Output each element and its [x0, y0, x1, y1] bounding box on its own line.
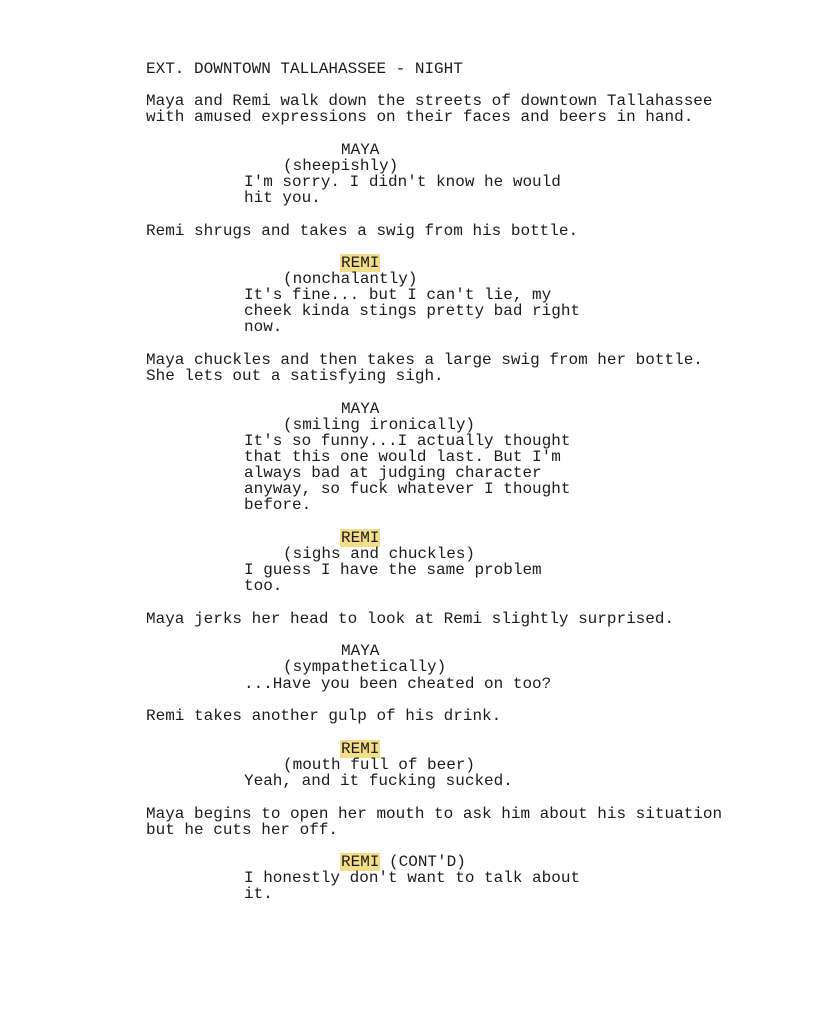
dialogue-line: I'm sorry. I didn't know he would: [244, 173, 561, 191]
dialogue-line: it.: [244, 885, 273, 903]
action-line: Maya and Remi walk down the streets of downtown Tallahassee: [146, 92, 713, 110]
parenthetical: (nonchalantly): [283, 270, 418, 288]
dialogue-line: It's fine... but I can't lie, my: [244, 286, 552, 304]
character-name: MAYA: [341, 141, 380, 159]
action-line: with amused expressions on their faces and beers in hand.: [146, 108, 694, 126]
highlight: REMI: [341, 853, 380, 871]
action-line: but he cuts her off.: [146, 821, 339, 839]
dialogue-line: that this one would last. But I'm: [244, 448, 561, 466]
scene-heading: EXT. DOWNTOWN TALLAHASSEE - NIGHT: [146, 60, 463, 78]
dialogue-line: ...Have you been cheated on too?: [244, 675, 552, 693]
parenthetical: (sympathetically): [283, 658, 447, 676]
character-extension: (CONT'D): [389, 853, 466, 871]
character-name: [341, 530, 379, 546]
action-line: She lets out a satisfying sigh.: [146, 367, 444, 385]
dialogue-line: It's so funny...I actually thought: [244, 432, 571, 450]
character-name: [341, 255, 379, 271]
dialogue-line: before.: [244, 496, 312, 514]
dialogue-line: I honestly don't want to talk about: [244, 869, 581, 887]
dialogue-line: anyway, so fuck whatever I thought: [244, 480, 571, 498]
parenthetical: (sighs and chuckles): [283, 545, 476, 563]
character-name: MAYA: [341, 400, 380, 418]
character-name: [341, 741, 379, 757]
dialogue-line: Yeah, and it fucking sucked.: [244, 772, 513, 790]
dialogue-line: hit you.: [244, 189, 321, 207]
action-line: Remi shrugs and takes a swig from his bottle.: [146, 222, 579, 240]
character-name: [341, 854, 466, 870]
parenthetical: (sheepishly): [283, 157, 399, 175]
dialogue-line: always bad at judging character: [244, 464, 542, 482]
dialogue-line: cheek kinda stings pretty bad right: [244, 302, 581, 320]
highlight: REMI: [341, 740, 380, 758]
character-name: MAYA: [341, 642, 380, 660]
dialogue-line: I guess I have the same problem: [244, 561, 542, 579]
action-line: Remi takes another gulp of his drink.: [146, 707, 502, 725]
action-line: Maya chuckles and then takes a large swig from her bottle.: [146, 351, 703, 369]
action-line: Maya jerks her head to look at Remi slightly surprised.: [146, 610, 675, 628]
highlight: REMI: [341, 529, 380, 547]
parenthetical: (smiling ironically): [283, 416, 476, 434]
dialogue-line: now.: [244, 318, 283, 336]
action-line: Maya begins to open her mouth to ask him about his situation: [146, 805, 723, 823]
parenthetical: (mouth full of beer): [283, 756, 476, 774]
dialogue-line: too.: [244, 577, 283, 595]
highlight: REMI: [341, 254, 380, 272]
